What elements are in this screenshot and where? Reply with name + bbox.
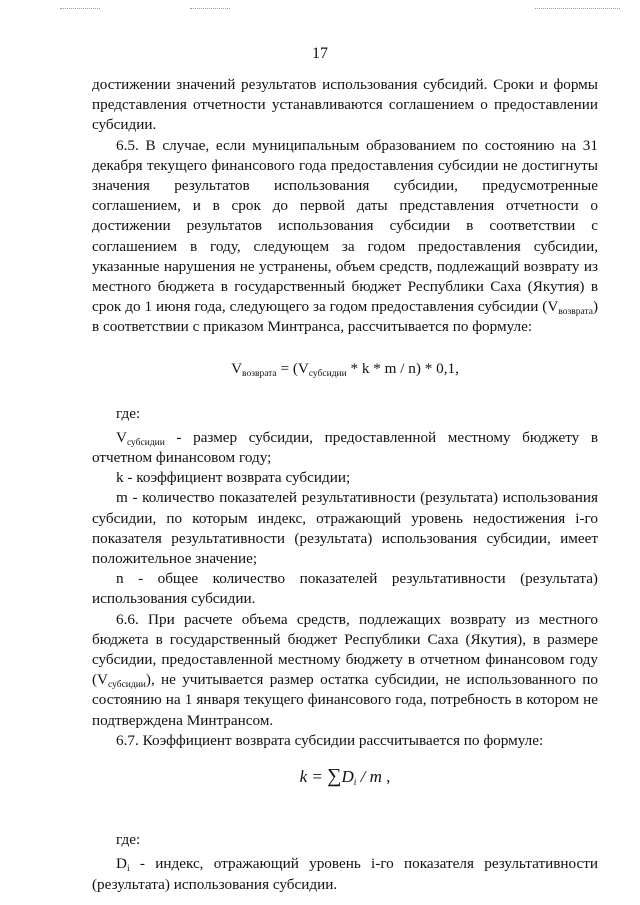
formula-text: k = (299, 767, 328, 787)
definition-symbol: V (116, 428, 127, 446)
paragraph-6-6-text-end: ), не учитывается размер остатка субсидии, не использованного по состоянию на 1 января текущего финансового года, потребность в котором не подтверждена Минтрансом. (92, 671, 598, 729)
paragraph-intro: достижении значений результатов использования субсидий. Сроки и формы представления отчетности устанавливаются соглашением о предоставлении субсидии. (92, 76, 598, 134)
formula-symbol: D (341, 767, 354, 787)
paragraph-6-6-text: 6.6. При расчете объема средств, подлежащих возврату из местного бюджета в государственный бюджет Республики Саха (Якутия), в размере субсидии, предоставленной местному бюджету в отчетном финансовом году (V (92, 610, 598, 689)
definition-subscript: субсидии (126, 437, 165, 448)
definition-m: m - количество показателей результативности (результата) использования субсидии, по которым индекс, отражающий уровень недостижения i-го показателя результативности (результата) использования субсидии, имеет положительное значение; (92, 489, 598, 568)
formula-text: / m , (356, 767, 391, 787)
subscript: субсидии (108, 680, 146, 691)
definition-symbol: D (116, 855, 127, 873)
paragraph-6-6 (92, 610, 598, 731)
paragraph-6-5-text: 6.5. В случае, если муниципальным образованием по состоянию на 31 декабря текущего финансового года предоставления субсидии не достигнуты значения результатов использования субсидии, предусмотренные соглашением, и в срок до первой даты представления отчетности о достижении результатов использования субсидии в соответствии с соглашением в году, следующем за годом предоставления субсидии, указанные нарушения не устранены, объем средств, подлежащий возврату из местного бюджета в государственный бюджет Республики Саха (Якутия) в срок до 1 июня года, следующего за годом предоставления субсидии (V (92, 136, 598, 316)
paragraph-6-5 (92, 136, 598, 338)
document-body (92, 75, 598, 895)
subscript: возврата (558, 307, 593, 318)
scan-artifact (60, 8, 100, 11)
formula-symbol: V (231, 359, 243, 377)
paragraph-6-5-text-end: ) в соответствии с приказом Минтранса, рассчитывается по формуле: (92, 298, 598, 336)
formula-text: * k * m / n) * 0,1, (346, 359, 459, 377)
paragraph-6-7: 6.7. Коэффициент возврата субсидии рассчитывается по формуле: (116, 731, 544, 749)
formula-coefficient (92, 765, 598, 788)
where-label: где: (116, 831, 141, 849)
formula-return-volume (92, 360, 598, 378)
formula-subscript: возврата (242, 368, 277, 379)
definition-d (92, 854, 598, 894)
scan-artifact (535, 8, 620, 11)
definition-k: k - коэффициент возврата субсидии; (116, 469, 351, 487)
scan-artifact (190, 8, 230, 11)
definition-v-subsidy (92, 428, 598, 468)
formula-subscript: субсидии (308, 368, 347, 379)
definition-text: - индекс, отражающий уровень i-го показателя результативности (результата) использования субсидии. (92, 855, 598, 893)
sum-symbol: ∑ (327, 765, 342, 788)
definition-n: n - общее количество показателей результативности (результата) использования субсидии. (92, 570, 598, 608)
page-number: 17 (312, 45, 328, 62)
definition-text: - размер субсидии, предоставленной местному бюджету в отчетном финансовом году; (92, 428, 598, 467)
formula-subscript: i (353, 778, 357, 789)
where-label: где: (116, 404, 141, 422)
formula-text: = (V (276, 359, 309, 377)
definition-subscript: i (126, 864, 130, 875)
